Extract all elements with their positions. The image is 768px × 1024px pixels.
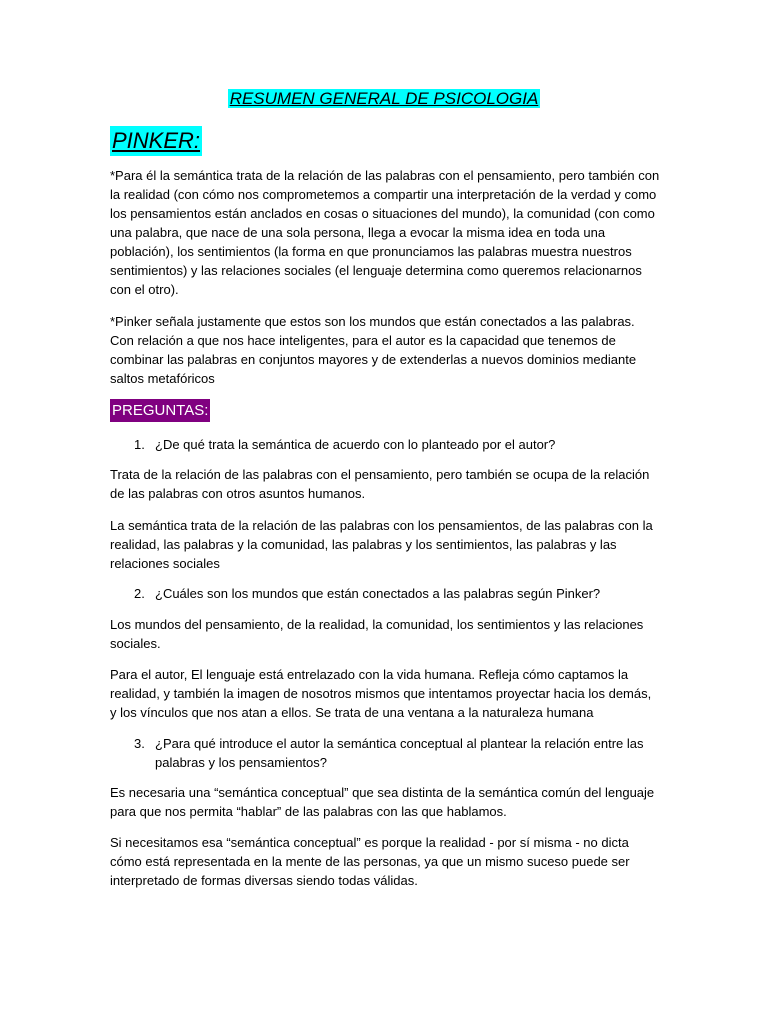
answer-paragraph: La semántica trata de la relación de las palabras con los pensamientos, de las palabras con la realidad, las palabras y la comunidad, las palabras y los sentimientos, las palabras y las relaciones sociales [110,518,653,571]
answer-paragraph: Es necesaria una “semántica conceptual” que sea distinta de la semántica común del lenguaje para que nos permita “hablar” de las palabras con las que hablamos. [110,785,655,819]
question-number: 3. [134,736,145,751]
question-number: 2. [134,586,145,601]
question-number: 1. [134,437,145,452]
question-text: ¿Cuáles son los mundos que están conectados a las palabras según Pinker? [155,586,601,601]
question-text: ¿De qué trata la semántica de acuerdo con lo planteado por el autor? [155,437,556,452]
question-item [110,435,660,454]
section-title-pinker: PINKER: [110,126,202,156]
question-item [110,734,660,772]
answer-paragraph: Los mundos del pensamiento, de la realidad, la comunidad, los sentimientos y las relaciones sociales. [110,617,644,651]
intro-paragraph: *Para él la semántica trata de la relación de las palabras con el pensamiento, pero también con la realidad (con cómo nos comprometemos a compartir una interpretación de la verdad y como los pensamientos están anclados en cosas o situaciones del mundo), la comunidad (con como una palabra, que nace de una sola persona, llega a evocar la misma idea en toda una población), los sentimientos (la forma en que pronunciamos las palabras muestra nuestros sentimientos) y las relaciones sociales (el lenguaje determina como queremos relacionarnos con el otro). [110,168,660,297]
question-item [110,584,660,603]
answer-paragraph: Si necesitamos esa “semántica conceptual” es porque la realidad - por sí misma - no dicta cómo está representada en la mente de las personas, ya que un mismo suceso puede ser interpretado de formas diversas siendo todas válidas. [110,835,630,888]
question-text: ¿Para qué introduce el autor la semántica conceptual al plantear la relación entre las palabras y los pensamientos? [155,736,644,770]
intro-paragraph: *Pinker señala justamente que estos son los mundos que están conectados a las palabras. Con relación a que nos hace inteligentes, para el autor es la capacidad que tenemos de combinar las palabras en conjuntos mayores y de extenderlas a nuevos dominios mediante saltos metafóricos [110,314,637,386]
section-heading-preguntas: PREGUNTAS: [110,399,210,422]
document-title-text: RESUMEN GENERAL DE PSICOLOGIA [229,89,539,108]
document-title [0,86,768,111]
answer-paragraph: Para el autor, El lenguaje está entrelazado con la vida humana. Refleja cómo captamos la realidad, y también la imagen de nosotros mismos que intentamos proyectar hacia los demás, y los vínculos que nos atan a ellos. Se trata de una ventana a la naturaleza humana [110,667,652,720]
answer-paragraph: Trata de la relación de las palabras con el pensamiento, pero también se ocupa de la relación de las palabras con otros asuntos humanos. [110,467,650,501]
